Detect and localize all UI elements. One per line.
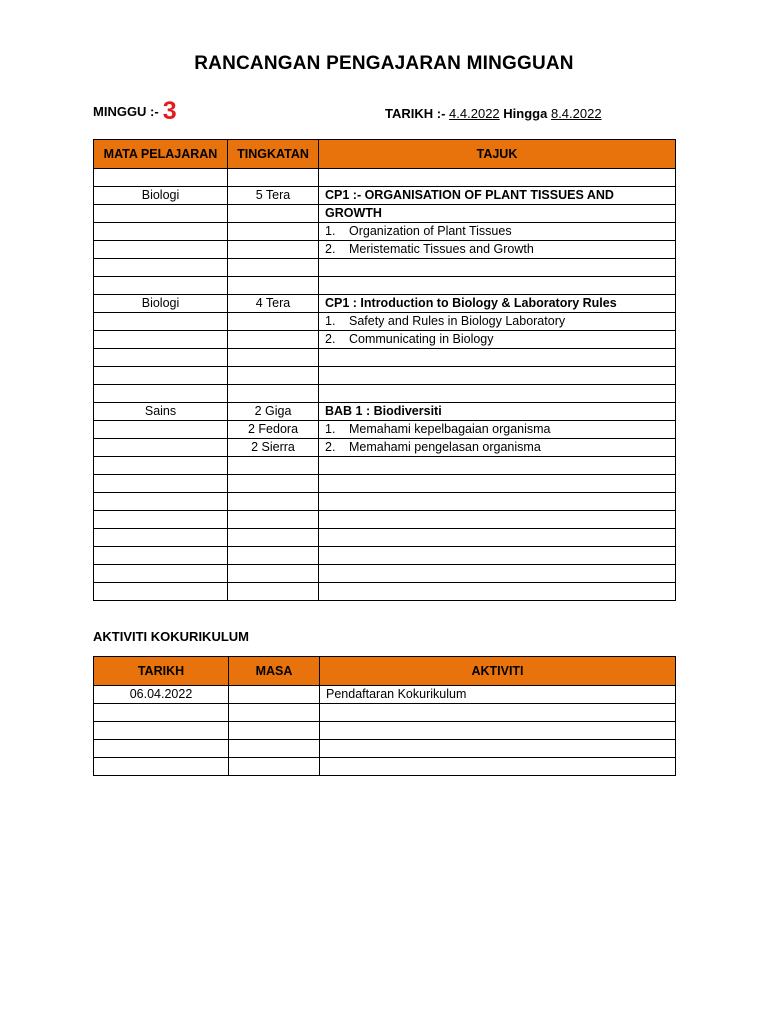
table-row bbox=[94, 511, 676, 529]
subject-cell bbox=[94, 385, 228, 403]
topic-cell: GROWTH bbox=[319, 205, 676, 223]
table-row bbox=[94, 169, 676, 187]
table-row bbox=[94, 205, 676, 223]
table-row bbox=[94, 758, 676, 776]
header-time: MASA bbox=[229, 657, 320, 686]
topic-text: Organization of Plant Tissues bbox=[349, 224, 512, 238]
form-cell bbox=[228, 457, 319, 475]
subject-cell bbox=[94, 511, 228, 529]
date-cell bbox=[94, 704, 229, 722]
table-row bbox=[94, 421, 676, 439]
activity-cell bbox=[320, 758, 676, 776]
header-topic: TAJUK bbox=[319, 140, 676, 169]
form-cell: 5 Tera bbox=[228, 187, 319, 205]
subject-cell bbox=[94, 277, 228, 295]
cocurricular-table bbox=[93, 656, 676, 776]
activity-cell: Pendaftaran Kokurikulum bbox=[320, 686, 676, 704]
subject-cell: Biologi bbox=[94, 295, 228, 313]
table-row bbox=[94, 367, 676, 385]
table-row bbox=[94, 583, 676, 601]
subject-cell bbox=[94, 529, 228, 547]
form-cell bbox=[228, 205, 319, 223]
date-start: 4.4.2022 bbox=[449, 106, 500, 121]
topic-cell bbox=[319, 493, 676, 511]
form-cell bbox=[228, 349, 319, 367]
table-row bbox=[94, 277, 676, 295]
date-separator: Hingga bbox=[503, 106, 548, 121]
topic-number: 1. bbox=[325, 224, 336, 238]
subject-cell bbox=[94, 241, 228, 259]
activity-cell bbox=[320, 722, 676, 740]
topic-cell bbox=[319, 583, 676, 601]
table-row bbox=[94, 187, 676, 205]
week-label bbox=[93, 97, 177, 126]
week-label-text: MINGGU :- bbox=[93, 104, 159, 119]
topic-number: 2. bbox=[325, 332, 336, 346]
form-cell bbox=[228, 529, 319, 547]
topic-cell bbox=[319, 385, 676, 403]
topic-cell bbox=[319, 331, 676, 349]
table-row bbox=[94, 403, 676, 421]
topic-cell bbox=[319, 223, 676, 241]
subject-cell bbox=[94, 349, 228, 367]
subject-cell bbox=[94, 205, 228, 223]
week-number: 3 bbox=[162, 97, 177, 125]
date-range bbox=[385, 106, 602, 121]
form-cell: 2 Giga bbox=[228, 403, 319, 421]
topic-text: Memahami kepelbagaian organisma bbox=[349, 422, 551, 436]
date-label: TARIKH :- bbox=[385, 106, 446, 121]
topic-cell bbox=[319, 367, 676, 385]
topic-cell bbox=[319, 349, 676, 367]
header-form: TINGKATAN bbox=[228, 140, 319, 169]
time-cell bbox=[229, 686, 320, 704]
table-row bbox=[94, 241, 676, 259]
form-cell bbox=[228, 493, 319, 511]
table-row bbox=[94, 457, 676, 475]
topic-cell bbox=[319, 547, 676, 565]
topic-cell bbox=[319, 421, 676, 439]
subject-cell bbox=[94, 421, 228, 439]
time-cell bbox=[229, 758, 320, 776]
table-row bbox=[94, 331, 676, 349]
subject-cell bbox=[94, 457, 228, 475]
date-cell bbox=[94, 758, 229, 776]
activity-cell bbox=[320, 740, 676, 758]
subject-cell bbox=[94, 169, 228, 187]
topic-cell bbox=[319, 277, 676, 295]
subject-cell bbox=[94, 259, 228, 277]
subject-cell bbox=[94, 583, 228, 601]
form-cell: 2 Fedora bbox=[228, 421, 319, 439]
activity-cell bbox=[320, 704, 676, 722]
subject-cell bbox=[94, 475, 228, 493]
form-cell: 4 Tera bbox=[228, 295, 319, 313]
form-cell bbox=[228, 565, 319, 583]
topic-cell bbox=[319, 511, 676, 529]
form-cell bbox=[228, 367, 319, 385]
form-cell bbox=[228, 511, 319, 529]
table-header-row bbox=[94, 140, 676, 169]
topic-cell bbox=[319, 313, 676, 331]
topic-cell bbox=[319, 475, 676, 493]
form-cell bbox=[228, 259, 319, 277]
subject-cell bbox=[94, 223, 228, 241]
topic-cell bbox=[319, 259, 676, 277]
subject-cell: Biologi bbox=[94, 187, 228, 205]
table-row bbox=[94, 385, 676, 403]
table-row bbox=[94, 349, 676, 367]
table-row bbox=[94, 493, 676, 511]
date-end: 8.4.2022 bbox=[550, 106, 602, 121]
header-subject: MATA PELAJARAN bbox=[94, 140, 228, 169]
subject-cell bbox=[94, 439, 228, 457]
topic-cell: CP1 : Introduction to Biology & Laboratory Rules bbox=[319, 295, 676, 313]
header-date: TARIKH bbox=[94, 657, 229, 686]
form-cell bbox=[228, 169, 319, 187]
table-row bbox=[94, 313, 676, 331]
form-cell bbox=[228, 223, 319, 241]
cocurricular-heading: AKTIVITI KOKURIKULUM bbox=[93, 629, 249, 644]
time-cell bbox=[229, 722, 320, 740]
form-cell bbox=[228, 277, 319, 295]
table-row bbox=[94, 295, 676, 313]
subject-cell: Sains bbox=[94, 403, 228, 421]
table-row bbox=[94, 722, 676, 740]
topic-number: 2. bbox=[325, 242, 336, 256]
topic-number: 2. bbox=[325, 440, 336, 454]
topic-number: 1. bbox=[325, 314, 336, 328]
form-cell bbox=[228, 547, 319, 565]
time-cell bbox=[229, 704, 320, 722]
topic-text: Memahami pengelasan organisma bbox=[349, 440, 541, 454]
topic-text: Communicating in Biology bbox=[349, 332, 494, 346]
subject-cell bbox=[94, 313, 228, 331]
table-row bbox=[94, 565, 676, 583]
form-cell bbox=[228, 313, 319, 331]
form-cell bbox=[228, 583, 319, 601]
table-row bbox=[94, 439, 676, 457]
table-row bbox=[94, 223, 676, 241]
topic-cell bbox=[319, 565, 676, 583]
topic-cell bbox=[319, 529, 676, 547]
topic-cell bbox=[319, 457, 676, 475]
topic-cell bbox=[319, 439, 676, 457]
table-row bbox=[94, 704, 676, 722]
table-row bbox=[94, 259, 676, 277]
form-cell: 2 Sierra bbox=[228, 439, 319, 457]
date-cell: 06.04.2022 bbox=[94, 686, 229, 704]
table-row bbox=[94, 529, 676, 547]
topic-cell: CP1 :- ORGANISATION OF PLANT TISSUES AND bbox=[319, 187, 676, 205]
table-row bbox=[94, 547, 676, 565]
table-header-row bbox=[94, 657, 676, 686]
header-activity: AKTIVITI bbox=[320, 657, 676, 686]
form-cell bbox=[228, 385, 319, 403]
weekly-plan-table bbox=[93, 139, 676, 601]
subject-cell bbox=[94, 547, 228, 565]
table-row bbox=[94, 475, 676, 493]
table-row bbox=[94, 686, 676, 704]
topic-cell bbox=[319, 169, 676, 187]
subject-cell bbox=[94, 331, 228, 349]
topic-number: 1. bbox=[325, 422, 336, 436]
subject-cell bbox=[94, 367, 228, 385]
form-cell bbox=[228, 331, 319, 349]
date-cell bbox=[94, 740, 229, 758]
topic-text: Safety and Rules in Biology Laboratory bbox=[349, 314, 566, 328]
subject-cell bbox=[94, 565, 228, 583]
date-cell bbox=[94, 722, 229, 740]
time-cell bbox=[229, 740, 320, 758]
form-cell bbox=[228, 475, 319, 493]
subject-cell bbox=[94, 493, 228, 511]
table-row bbox=[94, 740, 676, 758]
form-cell bbox=[228, 241, 319, 259]
page-title: RANCANGAN PENGAJARAN MINGGUAN bbox=[194, 53, 574, 74]
topic-cell bbox=[319, 241, 676, 259]
topic-cell: BAB 1 : Biodiversiti bbox=[319, 403, 676, 421]
topic-text: Meristematic Tissues and Growth bbox=[349, 242, 534, 256]
